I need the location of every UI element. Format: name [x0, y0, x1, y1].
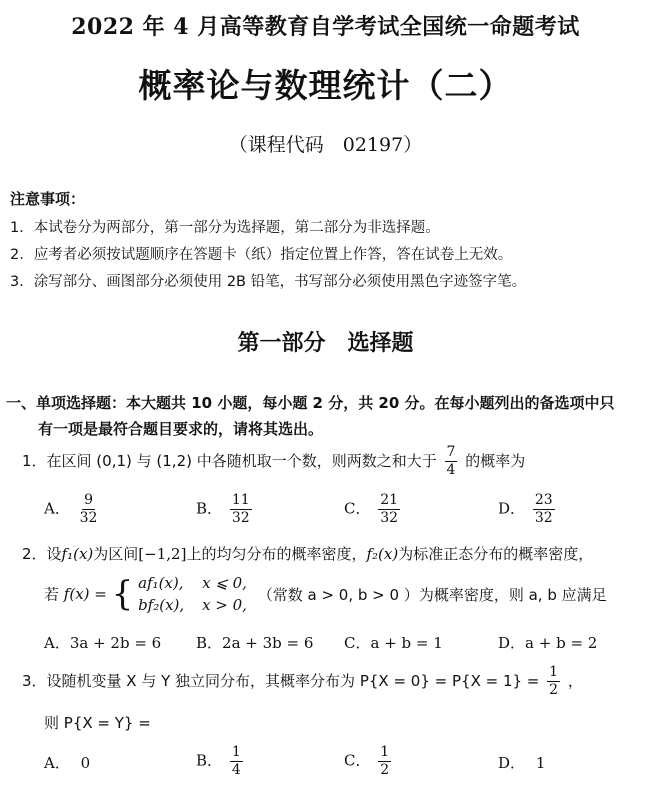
frac-den: 32 [380, 510, 399, 526]
option-fraction [378, 492, 400, 527]
q2-option-d[interactable]: D．a + b = 2 [498, 634, 598, 652]
exam-title: 2022 年 4 月高等教育自学考试全国统一命题考试 [71, 14, 580, 40]
question-3 [22, 664, 583, 699]
notice-item: 1．本试卷分为两部分，第一部分为选择题，第二部分为非选择题。 [10, 220, 440, 236]
q1-stem-end: 的概率为 [465, 452, 526, 470]
q1-stem: 1．在区间 (0,1) 与 (1,2) 中各随机取一个数，则两数之和大于 [22, 452, 437, 470]
section-instructions-cont: 有一项是最符合题目要求的，请将其选出。 [38, 420, 324, 438]
frac-num: 9 [84, 492, 93, 508]
q3-option-a[interactable] [44, 752, 90, 773]
option-label: D． [498, 754, 526, 772]
q2-option-b[interactable]: B．2a + 3b = 6 [196, 634, 314, 652]
q2-stem-end: （常数 a > 0, b > 0 ）为概率密度，则 a, b 应满足 [257, 585, 607, 604]
frac-den: 32 [534, 510, 553, 526]
q2-option-a[interactable]: A．3a + 2b = 6 [44, 634, 162, 652]
frac-num: 23 [534, 492, 553, 508]
frac-den: 32 [79, 510, 98, 526]
frac-num: 1 [380, 744, 390, 760]
q1-fraction [445, 444, 458, 479]
part-one-title: 第一部分 选择题 [237, 331, 414, 356]
option-label: A． [44, 754, 70, 772]
q3-option-b[interactable] [196, 744, 246, 779]
q2-case-1 [138, 572, 247, 594]
q1-option-c[interactable] [344, 492, 403, 527]
q2-case2-expr: bf₂(x), [138, 596, 185, 614]
option-label: C． [344, 751, 371, 770]
option-value: 0 [80, 754, 91, 772]
q3-stem-end: ， [567, 672, 583, 690]
frac-num: 11 [231, 492, 250, 508]
option-label: A． [44, 499, 70, 518]
q2-case1-cond: x ⩽ 0, [202, 574, 247, 592]
frac-den: 2 [380, 762, 390, 778]
q2-piecewise [44, 572, 607, 616]
q1-option-b[interactable] [196, 492, 255, 527]
option-value: 1 [535, 754, 546, 772]
option-fraction [230, 744, 243, 779]
option-label: D． [498, 499, 526, 518]
q2-if: 若 [44, 585, 60, 604]
q2-interval: [−1,2] [138, 545, 187, 563]
q3-option-d[interactable] [498, 752, 545, 773]
option-fraction [230, 492, 252, 527]
option-label: B． [196, 751, 223, 770]
frac-num: 21 [380, 492, 399, 508]
notice-item: 3．涂写部分、画图部分必须使用 2B 铅笔，书写部分必须使用黑色字迹签字笔。 [10, 274, 527, 290]
q2-fx: f(x) = [63, 585, 107, 603]
q2-cases [138, 572, 247, 616]
q2-f1: f₁(x) [61, 545, 94, 563]
q2-case1-expr: af₁(x), [138, 574, 184, 592]
q2-stem: 上的均匀分布的概率密度， [186, 545, 367, 563]
q3-frac-den: 2 [549, 682, 559, 698]
q3-stem: 3．设随机变量 X 与 Y 独立同分布，其概率分布为 P{X = 0} = P{X = 1} = [22, 672, 540, 690]
option-fraction [78, 492, 100, 527]
frac-num: 1 [231, 744, 241, 760]
option-fraction [378, 744, 391, 779]
section-instructions: 一、单项选择题：本大题共 10 小题，每小题 2 分，共 20 分。在每小题列出的备选项中只 [6, 394, 615, 412]
brace-icon: { [111, 574, 134, 614]
q3-fraction [547, 664, 560, 699]
q2-case2-cond: x > 0, [202, 596, 247, 614]
q1-frac-num: 7 [446, 444, 456, 460]
q2-stem: 2．设 [22, 545, 62, 563]
q1-frac-den: 4 [446, 462, 456, 478]
frac-den: 32 [231, 510, 250, 526]
q2-case-2 [138, 594, 247, 616]
frac-den: 4 [231, 762, 241, 778]
q2-stem: 为标准正态分布的概率密度， [398, 545, 594, 563]
course-code: （课程代码 02197） [228, 134, 423, 156]
q2-option-c[interactable]: C．a + b = 1 [344, 634, 443, 652]
q1-option-d[interactable] [498, 492, 558, 527]
q2-stem: 为区间 [93, 545, 139, 563]
q3-option-c[interactable] [344, 744, 394, 779]
q3-frac-num: 1 [549, 664, 559, 680]
q2-f2: f₂(x) [366, 545, 399, 563]
question-1 [22, 444, 525, 479]
question-2 [22, 543, 593, 564]
notice-heading: 注意事项： [10, 190, 86, 208]
q1-option-a[interactable] [44, 492, 102, 527]
q3-line-2: 则 P{X = Y} = [44, 714, 151, 732]
subject-title: 概率论与数理统计（二） [138, 66, 513, 105]
option-label: B． [196, 499, 223, 518]
notice-item: 2．应考者必须按试题顺序在答题卡（纸）指定位置上作答，答在试卷上无效。 [10, 247, 513, 263]
option-label: C． [344, 499, 371, 518]
option-fraction [533, 492, 555, 527]
